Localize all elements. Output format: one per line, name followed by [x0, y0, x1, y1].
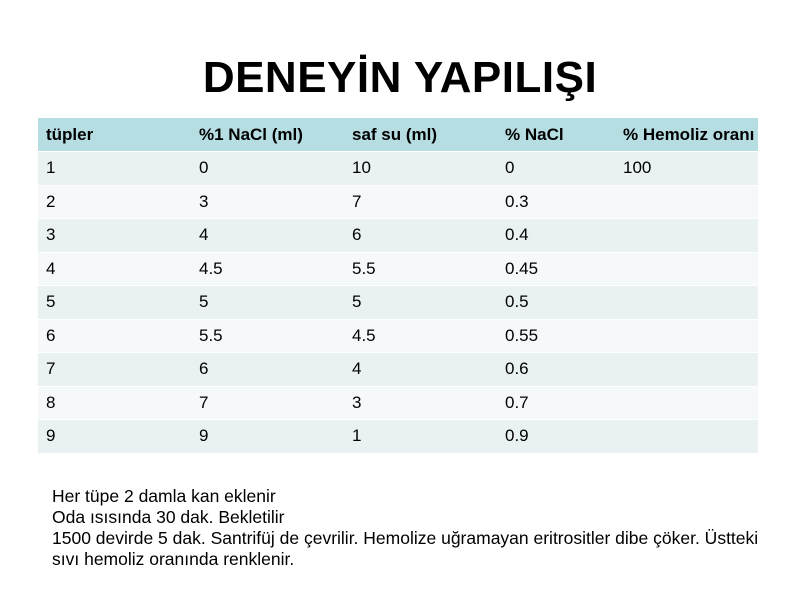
cell-hemolysis — [615, 386, 758, 420]
slide-title: DENEYİN YAPILIŞI — [202, 53, 598, 102]
cell-hemolysis — [615, 420, 758, 453]
table-row — [38, 319, 758, 353]
table-body — [38, 152, 758, 453]
cell-tube: 2 — [38, 185, 191, 219]
cell-tube: 5 — [38, 286, 191, 320]
cell-nacl-pct: 0.45 — [497, 252, 615, 286]
cell-nacl-ml: 5.5 — [191, 319, 344, 353]
cell-nacl-ml: 5 — [191, 286, 344, 320]
cell-tube: 3 — [38, 219, 191, 253]
header-distilled-water-ml: saf su (ml) — [344, 118, 497, 152]
cell-hemolysis: 100 — [615, 152, 758, 186]
cell-nacl-pct: 0.9 — [497, 420, 615, 453]
cell-nacl-ml: 3 — [191, 185, 344, 219]
note-line: Oda ısısında 30 dak. Bekletilir — [52, 507, 285, 527]
header-nacl-pct: % NaCl — [497, 118, 615, 152]
cell-water-ml: 4.5 — [344, 319, 497, 353]
table-row — [38, 353, 758, 387]
cell-tube: 9 — [38, 420, 191, 453]
cell-nacl-pct: 0.3 — [497, 185, 615, 219]
cell-hemolysis — [615, 353, 758, 387]
cell-nacl-ml: 0 — [191, 152, 344, 186]
note-line: Her tüpe 2 damla kan eklenir — [52, 486, 276, 506]
cell-nacl-ml: 9 — [191, 420, 344, 453]
cell-nacl-pct: 0 — [497, 152, 615, 186]
header-hemolysis-rate: % Hemoliz oranı — [615, 118, 758, 152]
table-row — [38, 420, 758, 453]
cell-water-ml: 5.5 — [344, 252, 497, 286]
cell-water-ml: 3 — [344, 386, 497, 420]
cell-nacl-ml: 6 — [191, 353, 344, 387]
header-tubes: tüpler — [38, 118, 191, 152]
experiment-table — [38, 118, 758, 453]
cell-water-ml: 1 — [344, 420, 497, 453]
cell-water-ml: 10 — [344, 152, 497, 186]
cell-tube: 1 — [38, 152, 191, 186]
table-header-row — [38, 118, 758, 152]
cell-nacl-pct: 0.7 — [497, 386, 615, 420]
note-line: 1500 devirde 5 dak. Santrifüj de çevrilir. Hemolize uğramayan eritrositler dibe çöker. Üstteki sıvı hemoliz oranında renklenir. — [52, 528, 759, 569]
table-row — [38, 185, 758, 219]
cell-nacl-pct: 0.5 — [497, 286, 615, 320]
cell-water-ml: 4 — [344, 353, 497, 387]
table-row — [38, 152, 758, 186]
cell-tube: 6 — [38, 319, 191, 353]
table-row — [38, 386, 758, 420]
cell-nacl-pct: 0.55 — [497, 319, 615, 353]
table-row — [38, 219, 758, 253]
cell-water-ml: 7 — [344, 185, 497, 219]
cell-hemolysis — [615, 319, 758, 353]
cell-hemolysis — [615, 185, 758, 219]
cell-water-ml: 6 — [344, 219, 497, 253]
cell-nacl-ml: 4 — [191, 219, 344, 253]
cell-hemolysis — [615, 252, 758, 286]
cell-tube: 4 — [38, 252, 191, 286]
cell-nacl-ml: 7 — [191, 386, 344, 420]
cell-nacl-pct: 0.4 — [497, 219, 615, 253]
table-row — [38, 252, 758, 286]
cell-water-ml: 5 — [344, 286, 497, 320]
cell-nacl-pct: 0.6 — [497, 353, 615, 387]
cell-hemolysis — [615, 286, 758, 320]
cell-tube: 8 — [38, 386, 191, 420]
procedure-notes — [52, 486, 772, 570]
table-row — [38, 286, 758, 320]
cell-tube: 7 — [38, 353, 191, 387]
cell-nacl-ml: 4.5 — [191, 252, 344, 286]
cell-hemolysis — [615, 219, 758, 253]
header-nacl-1pct-ml: %1 NaCl (ml) — [191, 118, 344, 152]
